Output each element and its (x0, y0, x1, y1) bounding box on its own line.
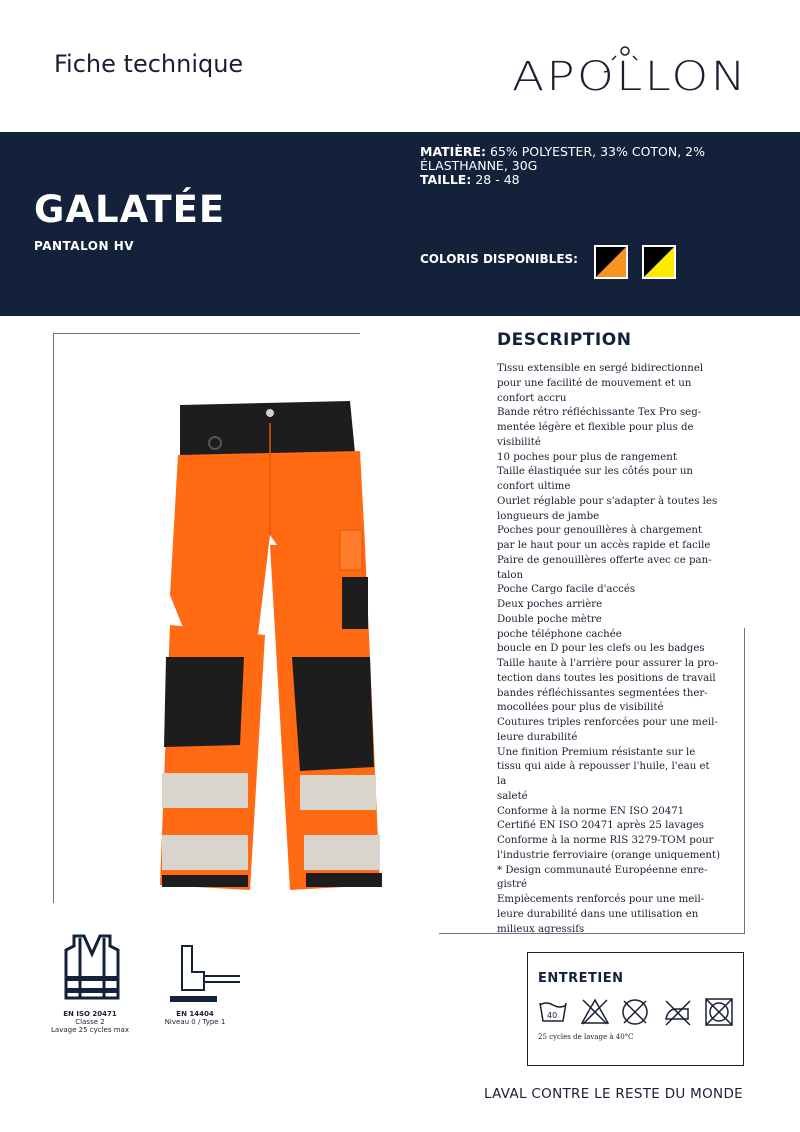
description-line: poche téléphone cachée (497, 628, 622, 640)
description-line: Deux poches arrière (497, 599, 603, 610)
no-iron-icon (666, 1001, 690, 1025)
description-line: Taille haute à l'arrière pour assurer la pro- (497, 658, 719, 669)
description-line: milieux agressifs (497, 923, 585, 935)
wash-40-icon (540, 1003, 566, 1021)
cert-en-iso-20471 (40, 1010, 140, 1034)
description-line: * Design communauté Européenne enre- (497, 864, 708, 876)
description-line: confort accru (497, 392, 567, 404)
description-line: Paire de genouillères offerte avec ce pan- (497, 554, 712, 566)
care-symbols (538, 997, 738, 1027)
description-line: tissu qui aide à repousser l'huile, l'eau et la (497, 761, 710, 787)
color-swatch-orange-black[interactable] (594, 245, 628, 279)
material-label: MATIÈRE: (420, 144, 487, 159)
description-line: mocollées pour plus de visibilité (497, 702, 664, 714)
description-title: DESCRIPTION (497, 330, 632, 350)
description-line: talon (497, 569, 524, 581)
frame-line-right (744, 628, 745, 933)
product-header-band (0, 132, 800, 316)
description-line: Poche Cargo facile d'accés (497, 584, 636, 596)
description-line: bandes réfléchissantes segmentées ther- (497, 687, 708, 699)
no-tumble-dry-icon (706, 999, 732, 1025)
description-line: Poches pour genouillères à chargement (497, 525, 703, 537)
no-dry-clean-icon (623, 1000, 647, 1024)
description-line: tection dans toutes les positions de travail (497, 672, 716, 684)
cert-line: Lavage 25 cycles max (51, 1026, 129, 1034)
description-line: visibilité (497, 436, 541, 448)
size-label: TAILLE: (420, 172, 472, 187)
description-line: Double poche mètre (497, 613, 602, 625)
brand-logo (512, 42, 752, 102)
size-spec (420, 173, 792, 187)
brand-logo-text: APOLLON (512, 54, 748, 100)
care-note: 25 cycles de lavage à 40°C (538, 1033, 634, 1041)
svg-text:40: 40 (547, 1011, 558, 1020)
cert-title: EN 14404 (176, 1010, 214, 1018)
description-line: 10 poches pour plus de rangement (497, 451, 677, 463)
description-line: Certifié EN ISO 20471 après 25 lavages (497, 820, 705, 832)
product-name: GALATÉE (34, 188, 226, 231)
cert-title: EN ISO 20471 (63, 1010, 117, 1018)
footer-slogan: LAVAL CONTRE LE RESTE DU MONDE (484, 1086, 743, 1102)
no-bleach-icon (582, 1000, 608, 1024)
color-swatch-yellow-black[interactable] (642, 245, 676, 279)
description-line: Ourlet réglable pour s'adapter à toutes les (497, 495, 718, 507)
size-value: 28 - 48 (475, 172, 520, 187)
description-list (497, 362, 722, 937)
product-subtitle: PANTALON HV (34, 239, 135, 253)
hi-vis-vest-icon (60, 932, 124, 1002)
description-line: par le haut pour un accès rapide et facile (497, 540, 711, 551)
frame-line-left (53, 333, 54, 903)
description-line: Bande rétro réfléchissante Tex Pro seg- (497, 407, 702, 419)
description-line: leure durabilité (497, 731, 578, 743)
cert-line: Niveau 0 / Type 1 (164, 1018, 226, 1026)
description-line: longueurs de jambe (497, 510, 600, 522)
description-line: Conforme à la norme EN ISO 20471 (497, 805, 685, 817)
material-value: 65% POLYESTER, 33% COTON, 2% ÉLASTHANNE, 30G (420, 144, 706, 173)
description-line: pour une facilité de mouvement et un (497, 377, 692, 389)
cert-line: Classe 2 (75, 1018, 105, 1026)
description-line: boucle en D pour les clefs ou les badges (497, 643, 705, 655)
cert-en-14404 (160, 1010, 230, 1026)
description-line: leure durabilité dans une utilisation en (497, 908, 699, 920)
document-type-title: Fiche technique (54, 50, 244, 78)
description-line: confort ultime (497, 481, 571, 492)
hammer-impact-icon (170, 942, 245, 1004)
description-line: Coutures triples renforcées pour une meil- (497, 717, 718, 728)
care-box (527, 952, 744, 1066)
description-line: Tissu extensible en sergé bidirectionnel (497, 363, 704, 374)
material-spec (420, 145, 792, 173)
colors-label: COLORIS DISPONIBLES: (420, 252, 578, 266)
care-title: ENTRETIEN (538, 971, 624, 986)
description-line: Conforme à la norme RIS 3279-TOM pour (497, 835, 714, 846)
description-line: mentée légère et flexible pour plus de (497, 422, 694, 433)
frame-line-top (53, 333, 360, 334)
description-line: saleté (497, 790, 528, 802)
description-line: Empiècements renforcés pour une meil- (497, 894, 705, 905)
description-line: gistré (497, 879, 528, 891)
description-line: Une finition Premium résistante sur le (497, 746, 696, 758)
description-line: l'industrie ferroviaire (orange uniquement) (497, 849, 721, 861)
description-line: Taille élastiquée sur les côtés pour un (497, 466, 693, 478)
product-image-trousers (150, 395, 400, 900)
